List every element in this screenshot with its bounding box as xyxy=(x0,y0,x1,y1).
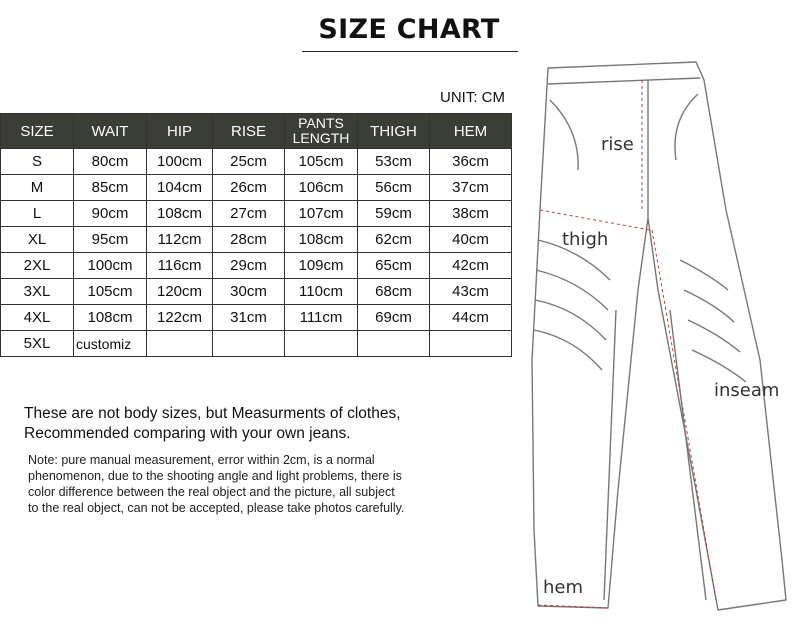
table-cell: 59cm xyxy=(358,201,430,227)
rise-label: rise xyxy=(601,134,634,155)
measurement-note: Note: pure manual measurement, error within 2cm, is a normal phenomenon, due to the shooting angle and light problems, there is color difference between the real object and the picture, all subject to the real object, can not be accepted, please take photos carefully. xyxy=(28,453,405,515)
waistband xyxy=(548,78,700,84)
table-row xyxy=(1,175,512,201)
table-cell: 108cm xyxy=(74,305,147,331)
table-row xyxy=(1,279,512,305)
table-cell: 44cm xyxy=(430,305,512,331)
table-cell xyxy=(213,331,285,357)
table-cell: 42cm xyxy=(430,253,512,279)
table-cell: 38cm xyxy=(430,201,512,227)
size-table-header xyxy=(1,114,512,149)
inseam-measure-line xyxy=(652,230,716,600)
table-cell: S xyxy=(1,149,74,175)
table-cell: 4XL xyxy=(1,305,74,331)
table-row xyxy=(1,305,512,331)
table-cell: 122cm xyxy=(147,305,213,331)
table-cell: 95cm xyxy=(74,227,147,253)
table-cell: 56cm xyxy=(358,175,430,201)
table-cell: customiz xyxy=(74,331,147,357)
table-row xyxy=(1,253,512,279)
table-cell xyxy=(285,331,358,357)
jeans-outline xyxy=(532,62,786,610)
table-cell xyxy=(430,331,512,357)
table-cell: 109cm xyxy=(285,253,358,279)
jeans-diagram xyxy=(520,60,790,620)
knee-panel-right xyxy=(680,260,746,382)
unit-label: UNIT: CM xyxy=(440,89,505,106)
page-title: SIZE CHART xyxy=(318,14,500,45)
table-cell: 37cm xyxy=(430,175,512,201)
table-cell: 111cm xyxy=(285,305,358,331)
table-cell: 100cm xyxy=(147,149,213,175)
header-hip: HIP xyxy=(147,114,213,149)
knee-panel-left xyxy=(534,240,610,370)
header-size: SIZE xyxy=(1,114,74,149)
size-table xyxy=(0,113,512,357)
table-cell: 27cm xyxy=(213,201,285,227)
table-cell: 85cm xyxy=(74,175,147,201)
header-pants-length: PANTS LENGTH xyxy=(285,114,358,149)
table-cell: 105cm xyxy=(285,149,358,175)
table-cell: 29cm xyxy=(213,253,285,279)
table-cell: 36cm xyxy=(430,149,512,175)
table-cell: 100cm xyxy=(74,253,147,279)
table-cell: 62cm xyxy=(358,227,430,253)
table-cell: 116cm xyxy=(147,253,213,279)
table-cell: 107cm xyxy=(285,201,358,227)
front-pocket-left xyxy=(550,100,578,170)
table-cell: 120cm xyxy=(147,279,213,305)
table-cell: 108cm xyxy=(285,227,358,253)
table-cell: 53cm xyxy=(358,149,430,175)
table-row xyxy=(1,201,512,227)
table-cell: 3XL xyxy=(1,279,74,305)
inseam-label: inseam xyxy=(714,380,780,401)
table-row xyxy=(1,227,512,253)
table-cell: 26cm xyxy=(213,175,285,201)
table-cell: 108cm xyxy=(147,201,213,227)
table-cell: 106cm xyxy=(285,175,358,201)
table-cell: 90cm xyxy=(74,201,147,227)
table-row xyxy=(1,149,512,175)
table-cell: 40cm xyxy=(430,227,512,253)
table-cell: L xyxy=(1,201,74,227)
table-cell: 104cm xyxy=(147,175,213,201)
table-cell: M xyxy=(1,175,74,201)
thigh-measure-line xyxy=(540,210,650,230)
table-cell: 2XL xyxy=(1,253,74,279)
disclaimer-text: These are not body sizes, but Measurments of clothes, Recommended comparing with your own jeans. xyxy=(24,405,401,442)
table-cell: 31cm xyxy=(213,305,285,331)
header-waist: WAIT xyxy=(74,114,147,149)
table-cell: 110cm xyxy=(285,279,358,305)
table-cell: 80cm xyxy=(74,149,147,175)
title-underline xyxy=(302,51,518,52)
header-thigh: THIGH xyxy=(358,114,430,149)
table-cell: 28cm xyxy=(213,227,285,253)
table-cell xyxy=(358,331,430,357)
inseam-left xyxy=(604,310,616,600)
table-cell: 65cm xyxy=(358,253,430,279)
thigh-label: thigh xyxy=(562,229,609,250)
header-rise: RISE xyxy=(213,114,285,149)
table-cell: 25cm xyxy=(213,149,285,175)
table-cell: 112cm xyxy=(147,227,213,253)
table-cell: 69cm xyxy=(358,305,430,331)
table-cell: 43cm xyxy=(430,279,512,305)
table-row xyxy=(1,331,512,357)
table-cell: XL xyxy=(1,227,74,253)
table-cell xyxy=(147,331,213,357)
front-pocket-right xyxy=(675,94,698,160)
header-hem: HEM xyxy=(430,114,512,149)
table-cell: 68cm xyxy=(358,279,430,305)
table-cell: 105cm xyxy=(74,279,147,305)
hem-label: hem xyxy=(543,577,584,598)
table-cell: 5XL xyxy=(1,331,74,357)
table-cell: 30cm xyxy=(213,279,285,305)
size-table-body xyxy=(1,149,512,357)
